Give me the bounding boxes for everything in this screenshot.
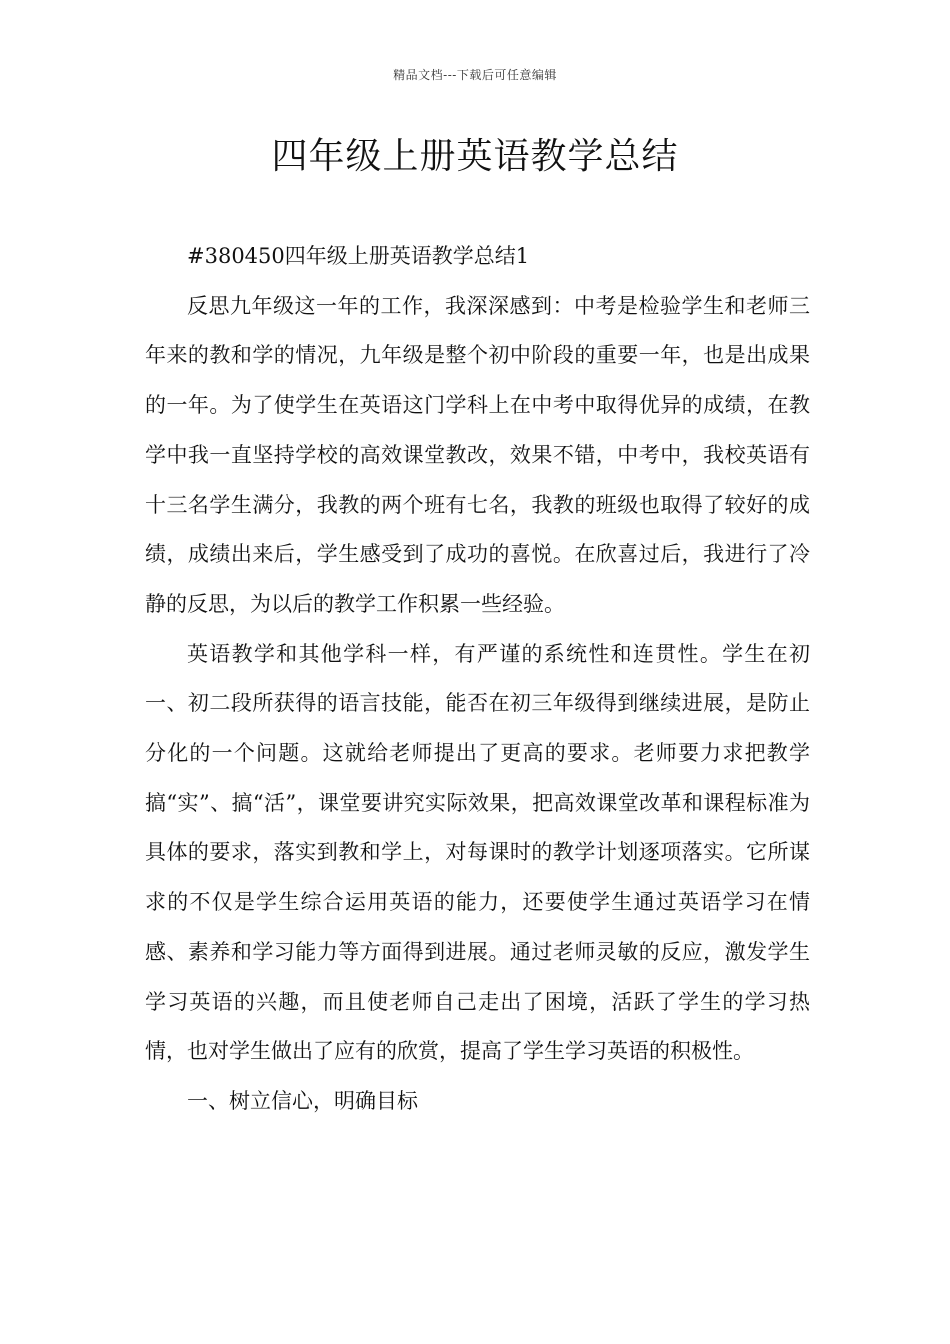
paragraph: 反思九年级这一年的工作，我深深感到：中考是检验学生和老师三年来的教和学的情况，九年级是整个初中阶段的重要一年，也是出成果的一年。为了使学生在英语这门学科上在中考中取得优异的成绩，在教学中我一直坚持学校的高效课堂教改，效果不错，中考中，我校英语有十三名学生满分，我教的两个班有七名，我教的班级也取得了较好的成绩，成绩出来后，学生感受到了成功的喜悦。在欣喜过后，我进行了冷静的反思，为以后的教学工作积累一些经验。 <box>145 293 810 616</box>
section-heading: #380450四年级上册英语教学总结1 <box>187 244 530 268</box>
section-heading: 一、树立信心，明确目标 <box>187 1088 418 1113</box>
document-title: 四年级上册英语教学总结 <box>271 136 679 177</box>
document-body <box>145 232 810 1127</box>
header-note: 精品文档---下载后可任意编辑 <box>393 68 557 82</box>
paragraph: 英语教学和其他学科一样，有严谨的系统性和连贯性。学生在初一、初二段所获得的语言技能，能否在初三年级得到继续进展，是防止分化的一个问题。这就给老师提出了更高的要求。老师要力求把教学搞“实”、搞“活”，课堂要讲究实际效果，把高效课堂改革和课程标准为具体的要求，落实到教和学上，对每课时的教学计划逐项落实。它所谋求的不仅是学生综合运用英语的能力，还要使学生通过英语学习在情感、素养和学习能力等方面得到进展。通过老师灵敏的反应，激发学生学习英语的兴趣，而且使老师自己走出了困境，活跃了学生的学习热情，也对学生做出了应有的欣赏，提高了学生学习英语的积极性。 <box>145 641 810 1064</box>
